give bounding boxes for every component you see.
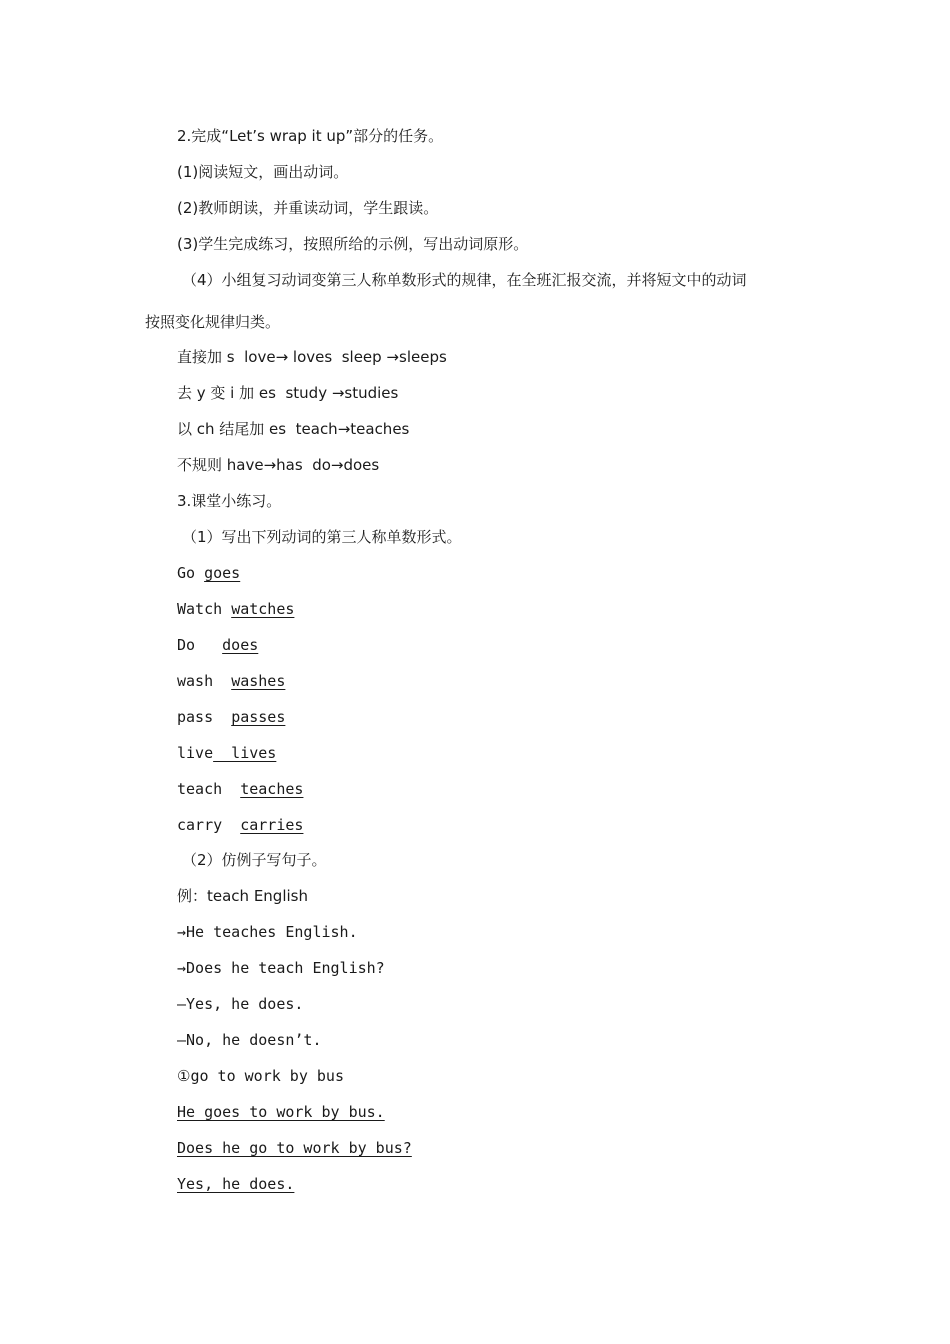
exercise-1-row — [177, 743, 276, 763]
verb-answer: goes — [204, 564, 241, 582]
verb: wash — [177, 672, 232, 690]
exercise-1-row — [177, 635, 258, 655]
exercise-1-row — [177, 779, 303, 799]
exercise-1-row — [177, 563, 240, 583]
exercise-2-title: （2）仿例子写句子。 — [182, 851, 327, 869]
example-yes-answer: —Yes, he does. — [177, 995, 304, 1013]
verb-answer: does — [222, 636, 259, 654]
verb: teach — [177, 780, 241, 798]
step-2-item-4-continued: 按照变化规律归类。 — [145, 313, 281, 331]
item-1-prompt: ①go to work by bus — [177, 1067, 344, 1085]
step-2-item-4: （4）小组复习动词变第三人称单数形式的规律，在全班汇报交流，并将短文中的动词 — [182, 271, 747, 289]
step-2-item-2: (2)教师朗读，并重读动词，学生跟读。 — [177, 199, 439, 217]
exercise-1-row — [177, 671, 285, 691]
step-3-heading: 3.课堂小练习。 — [177, 492, 282, 510]
exercise-1-row — [177, 707, 285, 727]
item-1-short-answer: Yes, he does. — [177, 1175, 295, 1193]
verb: Do — [177, 636, 223, 654]
rule-ch-es: 以 ch 结尾加 es teach→teaches — [177, 420, 410, 438]
step-2-item-1: (1)阅读短文，画出动词。 — [177, 163, 349, 181]
rule-add-s: 直接加 s love→ loves sleep →sleeps — [177, 348, 447, 366]
step-2-heading: 2.完成“Let’s wrap it up”部分的任务。 — [177, 127, 444, 145]
example-prompt: 例：teach English — [177, 887, 308, 905]
exercise-1-title: （1）写出下列动词的第三人称单数形式。 — [182, 528, 462, 546]
verb: Go — [177, 564, 205, 582]
exercise-1-row — [177, 599, 294, 619]
item-1-question-answer: Does he go to work by bus? — [177, 1139, 412, 1157]
step-2-item-3: (3)学生完成练习，按照所给的示例，写出动词原形。 — [177, 235, 529, 253]
verb: carry — [177, 816, 241, 834]
example-no-answer: —No, he doesn’t. — [177, 1031, 322, 1049]
example-statement: →He teaches English. — [177, 923, 358, 941]
verb-answer: washes — [231, 672, 286, 690]
verb: live — [177, 744, 214, 762]
verb-answer: passes — [231, 708, 286, 726]
verb: pass — [177, 708, 232, 726]
rule-irregular: 不规则 have→has do→does — [177, 456, 380, 474]
verb: Watch — [177, 600, 232, 618]
verb-answer: carries — [240, 816, 304, 834]
verb-answer: lives — [213, 744, 277, 762]
rule-y-to-ies: 去 y 变 i 加 es study →studies — [177, 384, 399, 402]
verb-answer: watches — [231, 600, 295, 618]
example-question: →Does he teach English? — [177, 959, 385, 977]
exercise-1-row — [177, 815, 303, 835]
item-1-statement-answer: He goes to work by bus. — [177, 1103, 385, 1121]
verb-answer: teaches — [240, 780, 304, 798]
